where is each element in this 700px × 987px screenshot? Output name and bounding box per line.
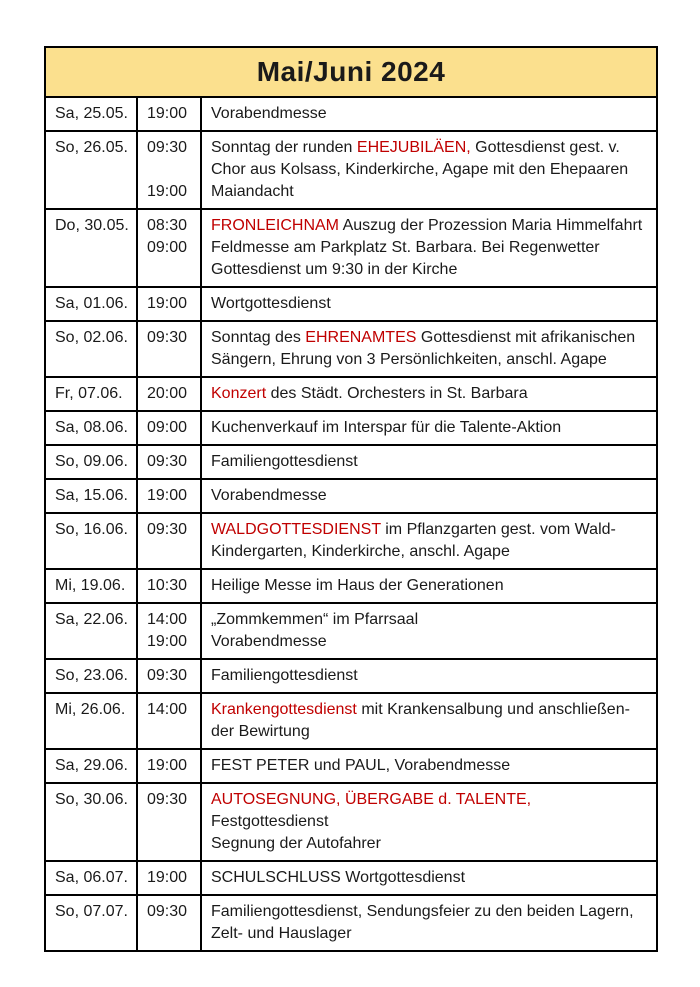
table-row [45, 377, 657, 411]
event-line [211, 519, 648, 541]
page-title: Mai/Juni 2024 [45, 47, 657, 97]
time-cell [137, 749, 201, 783]
event-line [211, 609, 648, 631]
time-line: 09:30 [147, 667, 188, 684]
time-cell [137, 895, 201, 951]
event-cell [201, 895, 657, 951]
event-line [211, 237, 648, 259]
event-text: Zelt- und Hauslager [211, 925, 352, 942]
time-cell [137, 693, 201, 749]
event-cell [201, 861, 657, 895]
event-text: SCHULSCHLUSS Wortgottesdienst [211, 869, 466, 886]
event-line [211, 417, 648, 439]
event-line [211, 485, 648, 507]
event-line [211, 451, 648, 473]
event-text: Segnung der Autofahrer [211, 835, 381, 852]
date-cell: Sa, 08.06. [45, 411, 137, 445]
event-cell [201, 131, 657, 209]
event-line [211, 259, 648, 281]
time-line: 09:30 [147, 453, 188, 470]
event-line [211, 575, 648, 597]
event-line [211, 181, 648, 203]
time-cell [137, 97, 201, 131]
time-line: 19:00 [147, 183, 188, 200]
event-text: Sonntag des [211, 329, 306, 346]
event-text: Festgottesdienst [211, 813, 329, 830]
event-text: Sängern, Ehrung von 3 Persönlichkeiten, anschl. Agape [211, 351, 607, 368]
date-cell: Mi, 26.06. [45, 693, 137, 749]
table-row [45, 97, 657, 131]
event-line [211, 665, 648, 687]
time-line: 14:00 [147, 611, 188, 628]
event-highlight: Krankengottesdienst [211, 701, 357, 718]
event-text: FEST PETER und PAUL, Vorabendmesse [211, 757, 511, 774]
table-row [45, 445, 657, 479]
time-cell [137, 861, 201, 895]
time-line: 09:00 [147, 419, 188, 436]
date-cell: So, 30.06. [45, 783, 137, 861]
event-cell [201, 749, 657, 783]
event-text: des Städt. Orchesters in St. Barbara [266, 385, 528, 402]
event-text: Kuchenverkauf im Interspar für die Talente-Aktion [211, 419, 562, 436]
event-text: Wortgottesdienst [211, 295, 331, 312]
event-line [211, 699, 648, 721]
event-text: „Zommkemmen“ im Pfarrsaal [211, 611, 419, 628]
event-text: im Pflanzgarten gest. vom Wald- [380, 521, 616, 538]
date-cell: So, 02.06. [45, 321, 137, 377]
time-line: 19:00 [147, 633, 188, 650]
time-cell [137, 659, 201, 693]
event-cell [201, 603, 657, 659]
event-cell [201, 783, 657, 861]
time-cell [137, 479, 201, 513]
table-row [45, 131, 657, 209]
date-cell: So, 23.06. [45, 659, 137, 693]
event-text: Familiengottesdienst [211, 667, 358, 684]
time-cell [137, 603, 201, 659]
event-text: der Bewirtung [211, 723, 310, 740]
event-text: Familiengottesdienst, Sendungsfeier zu den beiden Lagern, [211, 903, 634, 920]
date-cell: Sa, 25.05. [45, 97, 137, 131]
event-cell [201, 209, 657, 287]
event-text: Vorabendmesse [211, 633, 327, 650]
event-line [211, 215, 648, 237]
event-text: Gottesdienst um 9:30 in der Kirche [211, 261, 458, 278]
event-line [211, 901, 648, 923]
table-row [45, 861, 657, 895]
event-text: mit Krankensalbung und anschließen- [356, 701, 630, 718]
date-cell: Fr, 07.06. [45, 377, 137, 411]
table-row [45, 693, 657, 749]
time-line [147, 159, 192, 181]
event-line [211, 541, 648, 563]
date-cell: Sa, 29.06. [45, 749, 137, 783]
table-row [45, 569, 657, 603]
event-cell [201, 321, 657, 377]
time-cell [137, 209, 201, 287]
event-text: Gottesdienst mit afrikanischen [416, 329, 636, 346]
table-row [45, 479, 657, 513]
table-header [45, 47, 657, 97]
table-row [45, 209, 657, 287]
time-line: 19:00 [147, 105, 188, 122]
time-line: 09:30 [147, 903, 188, 920]
event-highlight: Konzert [211, 385, 267, 402]
table-body [45, 97, 657, 951]
event-text: Vorabendmesse [211, 105, 327, 122]
time-cell [137, 513, 201, 569]
event-highlight: EHEJUBILÄEN, [356, 139, 471, 156]
table-row [45, 783, 657, 861]
title-row [45, 47, 657, 97]
event-text: Maiandacht [211, 183, 294, 200]
time-line: 09:30 [147, 521, 188, 538]
event-line [211, 137, 648, 159]
time-line: 10:30 [147, 577, 188, 594]
date-cell: So, 26.05. [45, 131, 137, 209]
time-cell [137, 131, 201, 209]
event-cell [201, 479, 657, 513]
date-cell: Do, 30.05. [45, 209, 137, 287]
event-text: Sonntag der runden [211, 139, 357, 156]
date-cell: Sa, 22.06. [45, 603, 137, 659]
event-line [211, 755, 648, 777]
date-cell: So, 16.06. [45, 513, 137, 569]
date-cell: So, 09.06. [45, 445, 137, 479]
event-highlight: EHRENAMTES [305, 329, 417, 346]
table-row [45, 411, 657, 445]
event-text: Familiengottesdienst [211, 453, 358, 470]
time-line: 09:30 [147, 139, 188, 156]
event-cell [201, 445, 657, 479]
event-line [211, 631, 648, 653]
event-line [211, 159, 648, 181]
table-row [45, 749, 657, 783]
table-row [45, 895, 657, 951]
event-highlight: WALDGOTTESDIENST [211, 521, 381, 538]
event-text: Auszug der Prozession Maria Himmelfahrt [339, 217, 643, 234]
time-cell [137, 569, 201, 603]
date-cell: Sa, 06.07. [45, 861, 137, 895]
event-text: Feldmesse am Parkplatz St. Barbara. Bei Regenwetter [211, 239, 600, 256]
event-text: Gottesdienst gest. v. [470, 139, 620, 156]
event-cell [201, 287, 657, 321]
time-line: 19:00 [147, 295, 188, 312]
event-line [211, 923, 648, 945]
event-line [211, 349, 648, 371]
event-line [211, 789, 648, 833]
time-cell [137, 445, 201, 479]
event-line [211, 833, 648, 855]
date-cell: Mi, 19.06. [45, 569, 137, 603]
event-line [211, 383, 648, 405]
event-line [211, 327, 648, 349]
table-row [45, 603, 657, 659]
time-line: 19:00 [147, 869, 188, 886]
time-line: 14:00 [147, 701, 188, 718]
event-cell [201, 377, 657, 411]
time-line: 20:00 [147, 385, 188, 402]
event-cell [201, 513, 657, 569]
time-cell [137, 377, 201, 411]
event-line [211, 103, 648, 125]
schedule-table [44, 46, 658, 952]
event-cell [201, 569, 657, 603]
table-row [45, 659, 657, 693]
event-cell [201, 411, 657, 445]
event-cell [201, 693, 657, 749]
time-line: 19:00 [147, 487, 188, 504]
time-cell [137, 411, 201, 445]
table-row [45, 287, 657, 321]
table-row [45, 321, 657, 377]
date-cell: Sa, 15.06. [45, 479, 137, 513]
event-highlight: AUTOSEGNUNG, ÜBERGABE d. TALENTE, [211, 791, 532, 808]
event-line [211, 293, 648, 315]
time-line: 09:30 [147, 329, 188, 346]
time-cell [137, 783, 201, 861]
time-line: 09:30 [147, 791, 188, 808]
date-cell: So, 07.07. [45, 895, 137, 951]
time-line: 09:00 [147, 239, 188, 256]
time-cell [137, 321, 201, 377]
event-text: Vorabendmesse [211, 487, 327, 504]
date-cell: Sa, 01.06. [45, 287, 137, 321]
event-cell [201, 97, 657, 131]
event-cell [201, 659, 657, 693]
table-row [45, 513, 657, 569]
time-line: 08:30 [147, 217, 188, 234]
time-line: 19:00 [147, 757, 188, 774]
event-text: Heilige Messe im Haus der Generationen [211, 577, 504, 594]
event-text: Chor aus Kolsass, Kinderkirche, Agape mit den Ehepaaren [211, 161, 629, 178]
event-line [211, 867, 648, 889]
event-line [211, 721, 648, 743]
time-cell [137, 287, 201, 321]
event-text: Kindergarten, Kinderkirche, anschl. Agape [211, 543, 510, 560]
event-highlight: FRONLEICHNAM [211, 217, 340, 234]
